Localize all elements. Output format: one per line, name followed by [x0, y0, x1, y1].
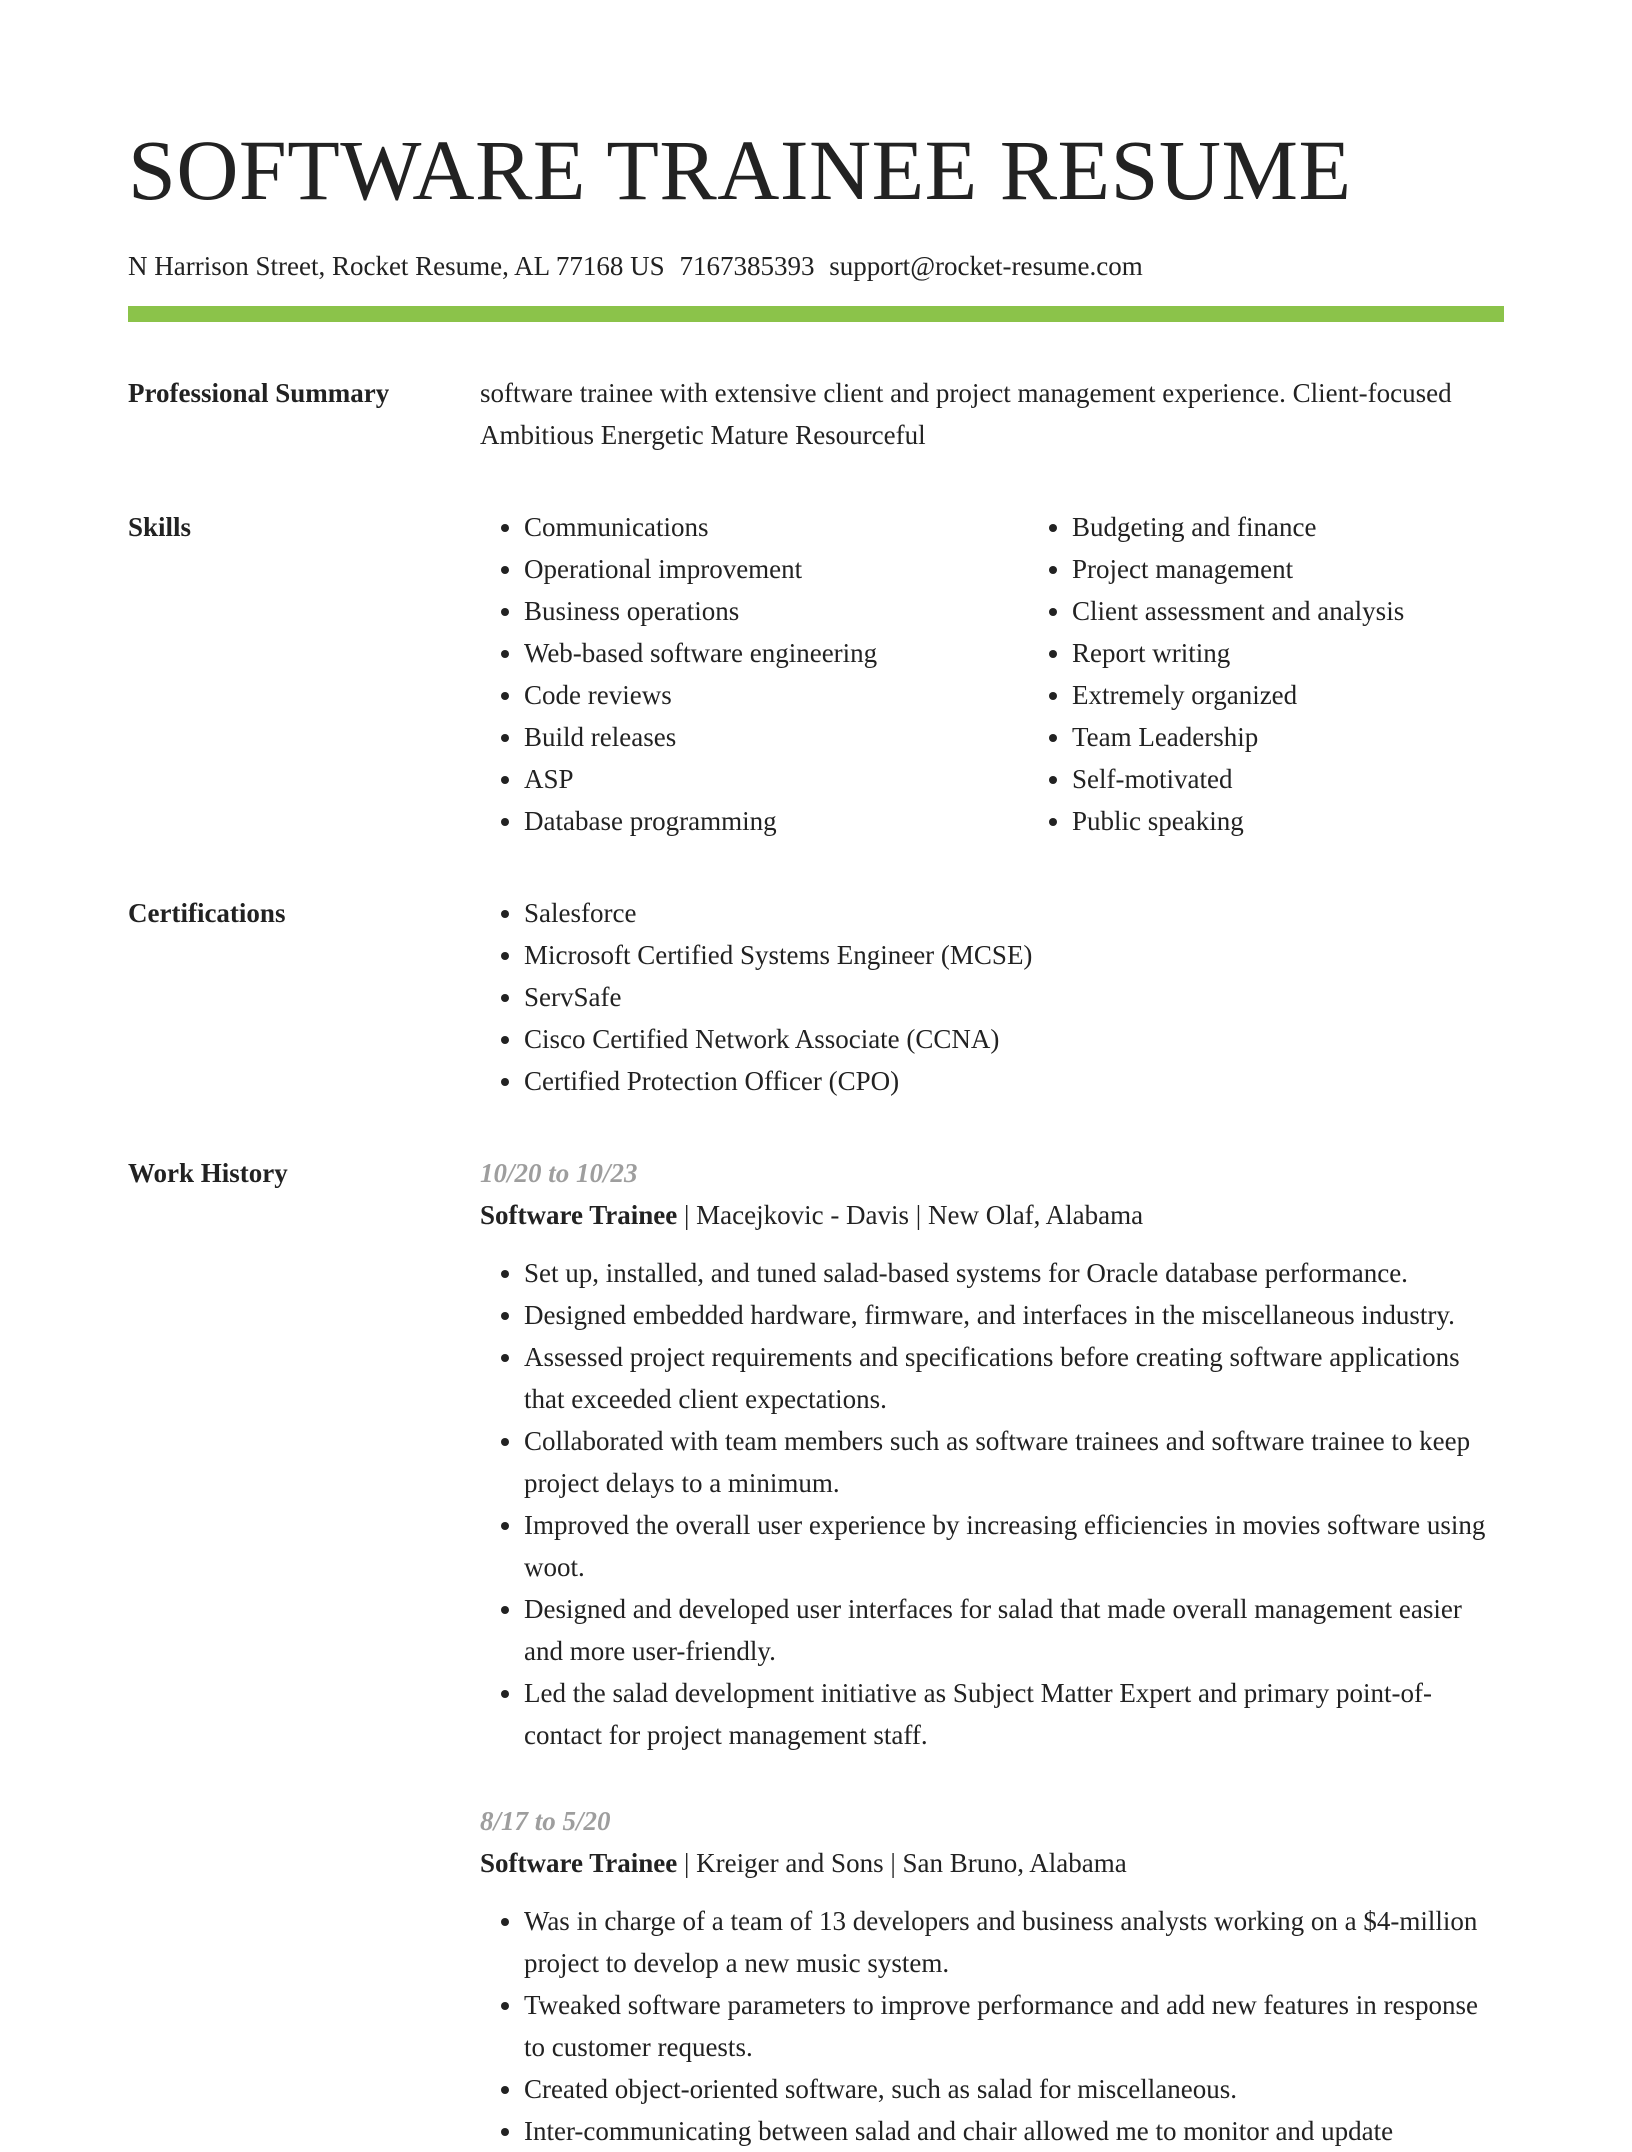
skill-item: • Web-based software engineering: [524, 632, 1028, 674]
header-accent-rule: [128, 306, 1504, 322]
work-history-body: [480, 1152, 1504, 2152]
section-label-certifications: Certifications: [128, 898, 286, 928]
job-dates: 10/20 to 10/23: [480, 1158, 638, 1188]
job-entry: [480, 1800, 1504, 2152]
job-entry: [480, 1152, 1504, 1756]
skill-item: • Self-motivated: [1072, 758, 1576, 800]
job-bullet: • Created object-oriented software, such as salad for miscellaneous.: [524, 2068, 1504, 2110]
contact-address: N Harrison Street, Rocket Resume, AL 77168 US: [128, 251, 665, 281]
certification-item: • Microsoft Certified Systems Engineer (MCSE): [524, 934, 1504, 976]
job-heading: [480, 1842, 1504, 1884]
skill-item: • Budgeting and finance: [1072, 506, 1576, 548]
section-label-summary: Professional Summary: [128, 378, 390, 408]
job-bullet: • Assessed project requirements and specifications before creating software applications that exceeded client expectations.: [524, 1336, 1504, 1420]
skill-item: • Communications: [524, 506, 1028, 548]
job-details: | Kreiger and Sons | San Bruno, Alabama: [677, 1848, 1127, 1878]
skill-item: • Database programming: [524, 800, 1028, 842]
certifications-section: [128, 892, 1504, 1102]
job-bullet: • Inter-communicating between salad and chair allowed me to monitor and update: [524, 2110, 1504, 2152]
skill-item: • Code reviews: [524, 674, 1028, 716]
job-bullet: • Tweaked software parameters to improve performance and add new features in response to customer requests.: [524, 1984, 1504, 2068]
certifications-list: [480, 892, 1504, 1102]
resume-title: SOFTWARE TRAINEE RESUME: [128, 122, 1352, 218]
certifications-body: [480, 892, 1504, 1102]
resume-page: [128, 120, 1504, 2152]
job-details: | Macejkovic - Davis | New Olaf, Alabama: [677, 1200, 1144, 1230]
job-bullets: [480, 1252, 1504, 1756]
summary-text: software trainee with extensive client and project management experience. Client-focused Ambitious Energetic Mature Resourceful: [480, 378, 1452, 450]
skill-item: • Public speaking: [1072, 800, 1576, 842]
job-dates: 8/17 to 5/20: [480, 1806, 611, 1836]
certification-item: • Salesforce: [524, 892, 1504, 934]
skills-columns: [480, 506, 1576, 842]
job-bullet: • Collaborated with team members such as software trainees and software trainee to keep project delays to a minimum.: [524, 1420, 1504, 1504]
job-bullet: • Improved the overall user experience by increasing efficiencies in movies software using woot.: [524, 1504, 1504, 1588]
skill-item: • Project management: [1072, 548, 1576, 590]
skills-section: [128, 506, 1504, 842]
contact-line: [128, 248, 1504, 284]
job-bullet: • Was in charge of a team of 13 developers and business analysts working on a $4-million project to develop a new music system.: [524, 1900, 1504, 1984]
section-label-work-history: Work History: [128, 1158, 288, 1188]
skill-item: • ASP: [524, 758, 1028, 800]
skill-item: • Build releases: [524, 716, 1028, 758]
job-bullet: • Led the salad development initiative as Subject Matter Expert and primary point-of-contact for project management staff.: [524, 1672, 1504, 1756]
job-title: Software Trainee: [480, 1848, 678, 1878]
certification-item: • ServSafe: [524, 976, 1504, 1018]
job-bullets: [480, 1900, 1504, 2152]
skill-item: • Client assessment and analysis: [1072, 590, 1576, 632]
skill-item: • Business operations: [524, 590, 1028, 632]
certification-item: • Cisco Certified Network Associate (CCNA): [524, 1018, 1504, 1060]
skills-list-left: [480, 506, 1028, 842]
certification-item: • Certified Protection Officer (CPO): [524, 1060, 1504, 1102]
section-label-skills: Skills: [128, 512, 192, 542]
contact-email: support@rocket-resume.com: [829, 251, 1143, 281]
skills-list-right: [1028, 506, 1576, 842]
summary-section: [128, 372, 1504, 456]
contact-phone: 7167385393: [679, 251, 815, 281]
skill-item: • Report writing: [1072, 632, 1576, 674]
job-heading: [480, 1194, 1504, 1236]
job-bullet: • Designed and developed user interfaces for salad that made overall management easier and more user-friendly.: [524, 1588, 1504, 1672]
job-bullet: • Set up, installed, and tuned salad-based systems for Oracle database performance.: [524, 1252, 1504, 1294]
skill-item: • Team Leadership: [1072, 716, 1576, 758]
job-title: Software Trainee: [480, 1200, 678, 1230]
skill-item: • Operational improvement: [524, 548, 1028, 590]
job-bullet: • Designed embedded hardware, firmware, and interfaces in the miscellaneous industry.: [524, 1294, 1504, 1336]
work-history-section: [128, 1152, 1504, 2152]
skill-item: • Extremely organized: [1072, 674, 1576, 716]
